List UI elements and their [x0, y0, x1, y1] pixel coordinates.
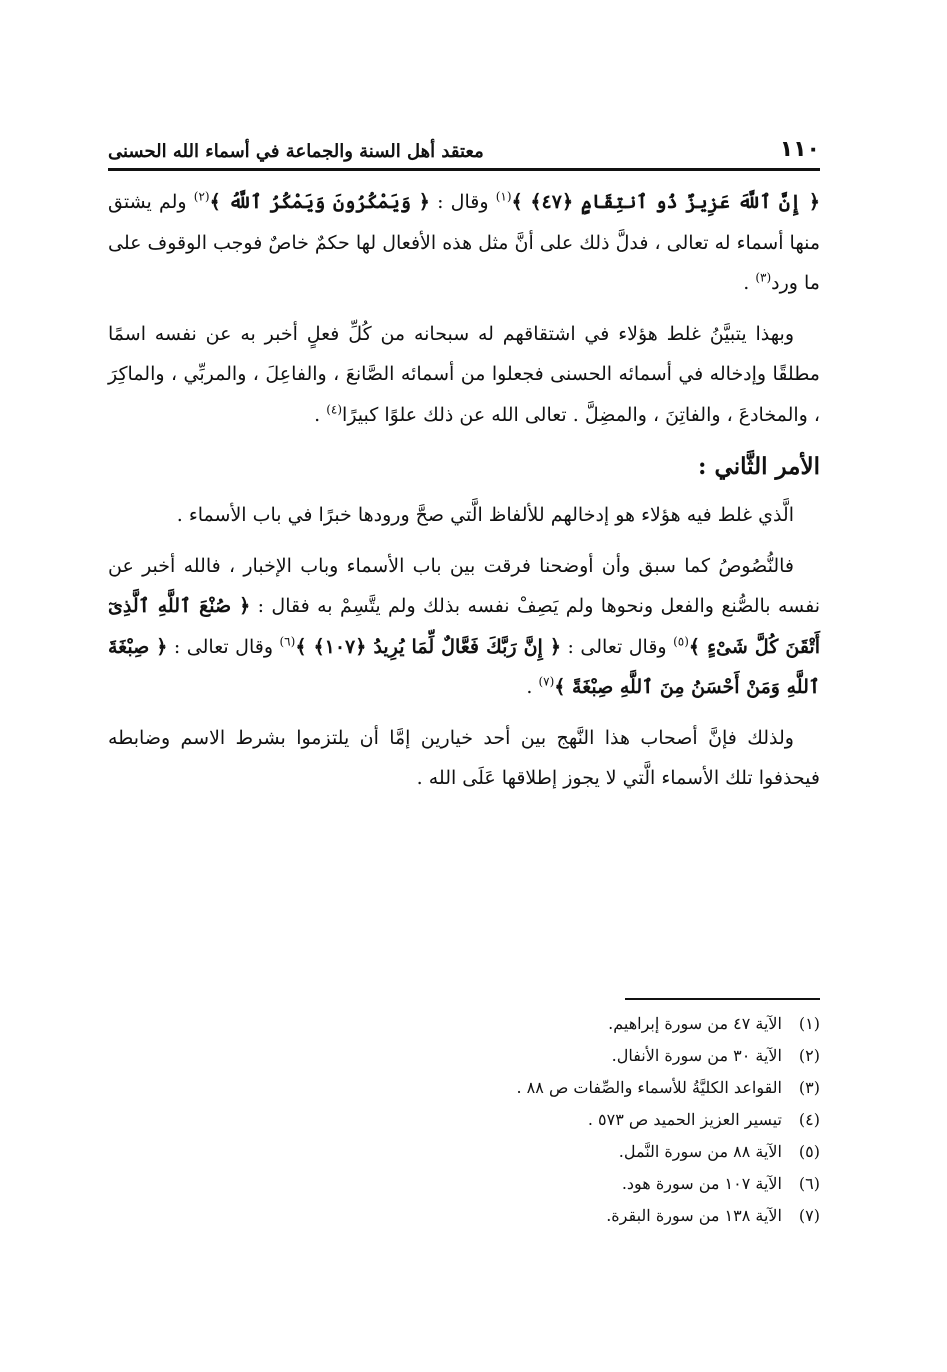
header-divider	[108, 168, 820, 171]
footnote-text: الآية ٣٠ من سورة الأنفال.	[611, 1046, 782, 1065]
footnote-ref[interactable]: (٥)	[673, 634, 689, 649]
footnote-ref[interactable]: (١)	[495, 189, 512, 204]
footnote-ref[interactable]: (٧)	[538, 674, 555, 689]
section-heading: الأمر الثَّاني :	[698, 453, 820, 480]
paragraph-2	[108, 314, 820, 436]
paragraph-text: فالنُّصُوصُ كما سبق وأن أوضحنا فرقت بين باب الأسماء وباب الإخبار ، فالله أخبر عن نفسه بالصُّنع والفعل ونحوها ولم يَصِفْ نفسه بذلك ولم يتَّسِمْ به فقال :	[108, 554, 820, 617]
paragraph-5: ولذلك فإنَّ أصحاب هذا النَّهج بين أحد خيارين إمَّا أن يلتزموا بشرط الاسم وضابطه فيحذفوا تلك الأسماء الَّتي لا يجوز إطلاقها عَلَى الله .	[108, 726, 820, 789]
paragraph-1	[108, 182, 820, 304]
footnote-number: (٢)	[798, 1046, 820, 1065]
quran-verse: ﴿ صِبْغَةَ ٱللَّهِ وَمَنْ أَحْسَنُ مِنَ ٱللَّهِ صِبْغَةً ﴾	[108, 635, 820, 698]
footnote-item	[108, 1072, 820, 1104]
quran-verse: ﴿ وَيَمْكُرُونَ وَيَمْكُرُ ٱللَّهُ ﴾	[209, 191, 430, 213]
footnote-item	[108, 1136, 820, 1168]
footnote-text: الآية ١٠٧ من سورة هود.	[621, 1174, 782, 1193]
footnote-text: الآية ٨٨ من سورة النَّمل.	[618, 1142, 782, 1161]
footnote-item	[108, 1200, 820, 1232]
main-text	[108, 182, 820, 809]
footnote-number: (٣)	[798, 1078, 820, 1097]
paragraph-text: .	[526, 676, 539, 698]
footnote-ref[interactable]: (٣)	[755, 270, 772, 285]
footnote-number: (٦)	[798, 1174, 820, 1193]
paragraph-text: وقال :	[429, 191, 496, 213]
paragraph-4	[108, 546, 820, 708]
footnote-divider	[625, 998, 820, 1000]
paragraph-text: وقال تعالى :	[167, 635, 280, 658]
quran-verse: ﴿ إِنَّ رَبَّكَ فَعَّالٌ لِّمَا يُرِيدُ ﴿١٠٧﴾ ﴾	[295, 635, 562, 658]
footnote-item	[108, 1008, 820, 1040]
footnote-ref[interactable]: (٦)	[279, 634, 296, 649]
footnote-text: الآية ٤٧ من سورة إبراهيم.	[608, 1014, 782, 1033]
footnote-ref[interactable]: (٢)	[193, 189, 210, 204]
footnote-item	[108, 1104, 820, 1136]
footnote-number: (٧)	[798, 1206, 820, 1225]
paragraph-3: الَّذي غلط فيه هؤلاء هو إدخالهم للألفاظ الَّتي صحَّ ورودها خبرًا في باب الأسماء .	[176, 504, 794, 526]
paragraph-text: وبهذا يتبيَّنُ غلط هؤلاء في اشتقاقهم له سبحانه من كُلِّ فعلٍ أخبر به عن نفسه اسمًا مطلقًا وإدخاله في أسمائه الحسنى فجعلوا من أسمائه الصَّانعَ ، والفاعِلَ ، والمربِّي ، والماكِرَ ، والمخادعَ ، والفاتِنَ ، والمضِلَّ . تعالى الله عن ذلك علوًا كبيرًا	[108, 322, 820, 426]
paragraph-text: .	[314, 403, 327, 426]
footnotes-list	[108, 1008, 820, 1232]
footnote-number: (٥)	[798, 1142, 820, 1161]
paragraph-text: وقال تعالى :	[561, 635, 674, 658]
footnote-number: (٤)	[798, 1110, 820, 1129]
running-header	[108, 128, 820, 162]
footnote-text: تيسير العزيز الحميد ص ٥٧٣ .	[587, 1110, 782, 1129]
paragraph-text: .	[743, 272, 756, 294]
footnote-text: القواعد الكليَّةُ للأسماء والصِّفات ص ٨٨ .	[516, 1078, 782, 1097]
quran-verse: ﴿ صُنْعَ ٱللَّهِ ٱلَّذِىٓ أَتْقَنَ كُلَّ شَىْءٍ ﴾	[108, 595, 820, 658]
footnote-number: (١)	[798, 1014, 820, 1033]
footnote-item	[108, 1168, 820, 1200]
footnote-text: الآية ١٣٨ من سورة البقرة.	[606, 1206, 782, 1225]
running-title: معتقد أهل السنة والجماعة في أسماء الله الحسنى	[108, 141, 484, 162]
paragraph-text: ولم يشتق منها أسماء له تعالى ، فدلَّ ذلك على أنَّ مثل هذه الأفعال لها حكمٌ خاصٌ فوجب الوقوف على ما ورد	[108, 191, 820, 294]
page-number: ١١٠	[779, 137, 820, 162]
footnote-ref[interactable]: (٤)	[326, 402, 343, 417]
footnote-item	[108, 1040, 820, 1072]
quran-verse: ﴿ إِنَّ ٱللَّهَ عَزِيزٌ ذُو ٱنتِقَامٍ ﴿٤٧﴾ ﴾	[511, 191, 821, 213]
